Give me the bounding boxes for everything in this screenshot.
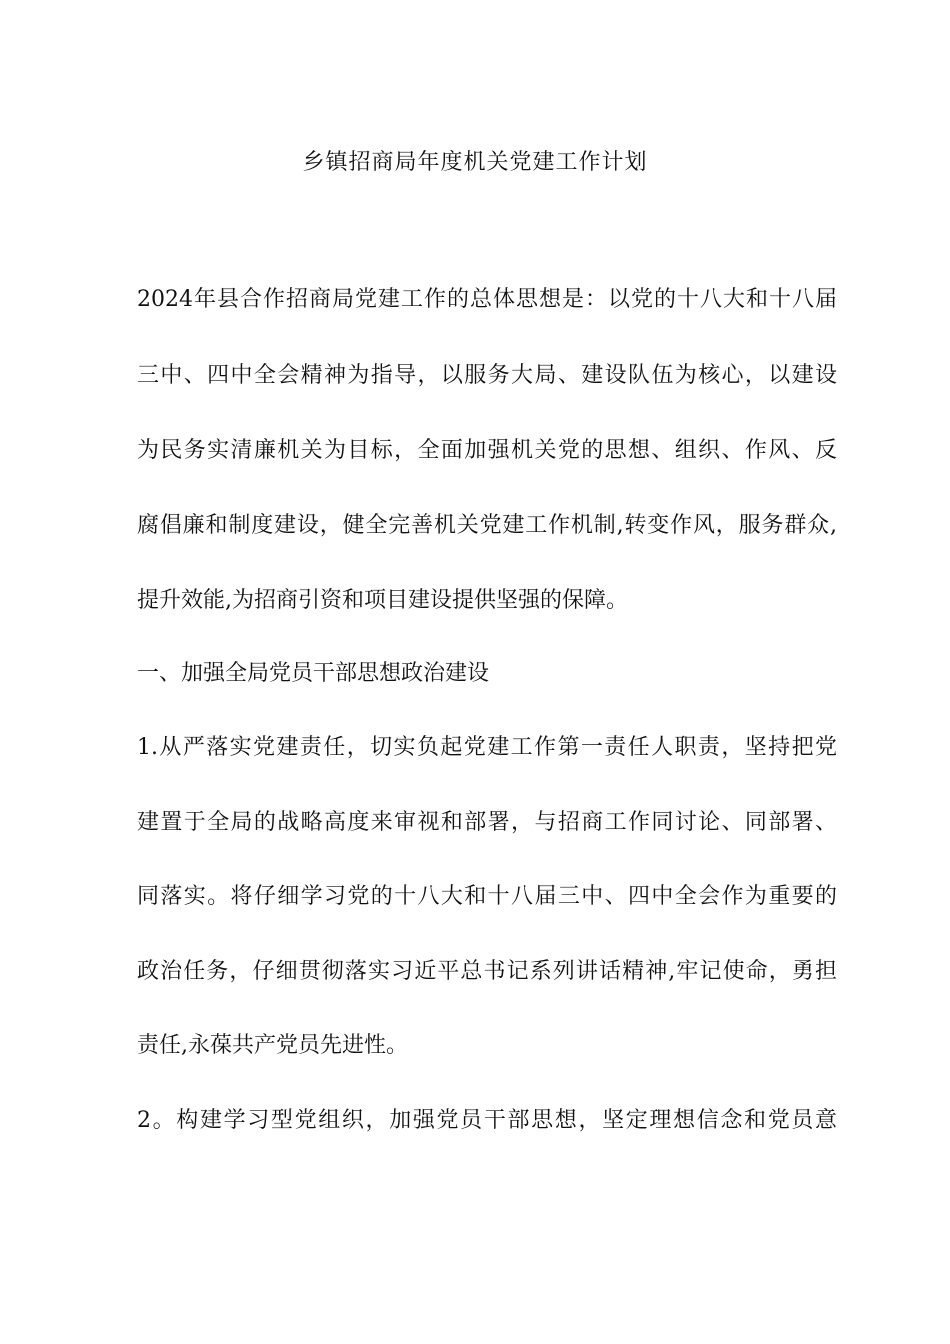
paragraph-line-1: 2024年县合作招商局党建工作的总体思想是：以党的十八大和十八届 <box>137 287 837 312</box>
paragraph-line-8: 同落实。将仔细学习党的十八大和十八届三中、四中全会作为重要的 <box>137 884 837 909</box>
paragraph-line-5: 提升效能,为招商引资和项目建设提供坚强的保障。 <box>137 588 628 613</box>
paragraph-line-3: 为民务实清廉机关为目标，全面加强机关党的思想、组织、作风、反 <box>137 438 837 463</box>
paragraph-line-9: 政治任务，仔细贯彻落实习近平总书记系列讲话精神,牢记使命，勇担 <box>137 959 837 984</box>
paragraph-line-7: 建置于全局的战略高度来审视和部署，与招商工作同讨论、同部署、 <box>137 810 837 835</box>
paragraph-line-6: 1.从严落实党建责任，切实负起党建工作第一责任人职责，坚持把党 <box>137 735 837 760</box>
section-heading-1: 一、加强全局党员干部思想政治建设 <box>137 661 490 686</box>
paragraph-line-11: 2。构建学习型党组织，加强党员干部思想，坚定理想信念和党员意 <box>137 1108 837 1133</box>
paragraph-line-2: 三中、四中全会精神为指导，以服务大局、建设队伍为核心，以建设 <box>137 363 837 388</box>
paragraph-line-10: 责任,永葆共产党员先进性。 <box>137 1033 408 1058</box>
document-title: 乡镇招商局年度机关党建工作计划 <box>302 150 648 175</box>
paragraph-line-4: 腐倡廉和制度建设，健全完善机关党建工作机制,转变作风，服务群众, <box>137 513 837 538</box>
